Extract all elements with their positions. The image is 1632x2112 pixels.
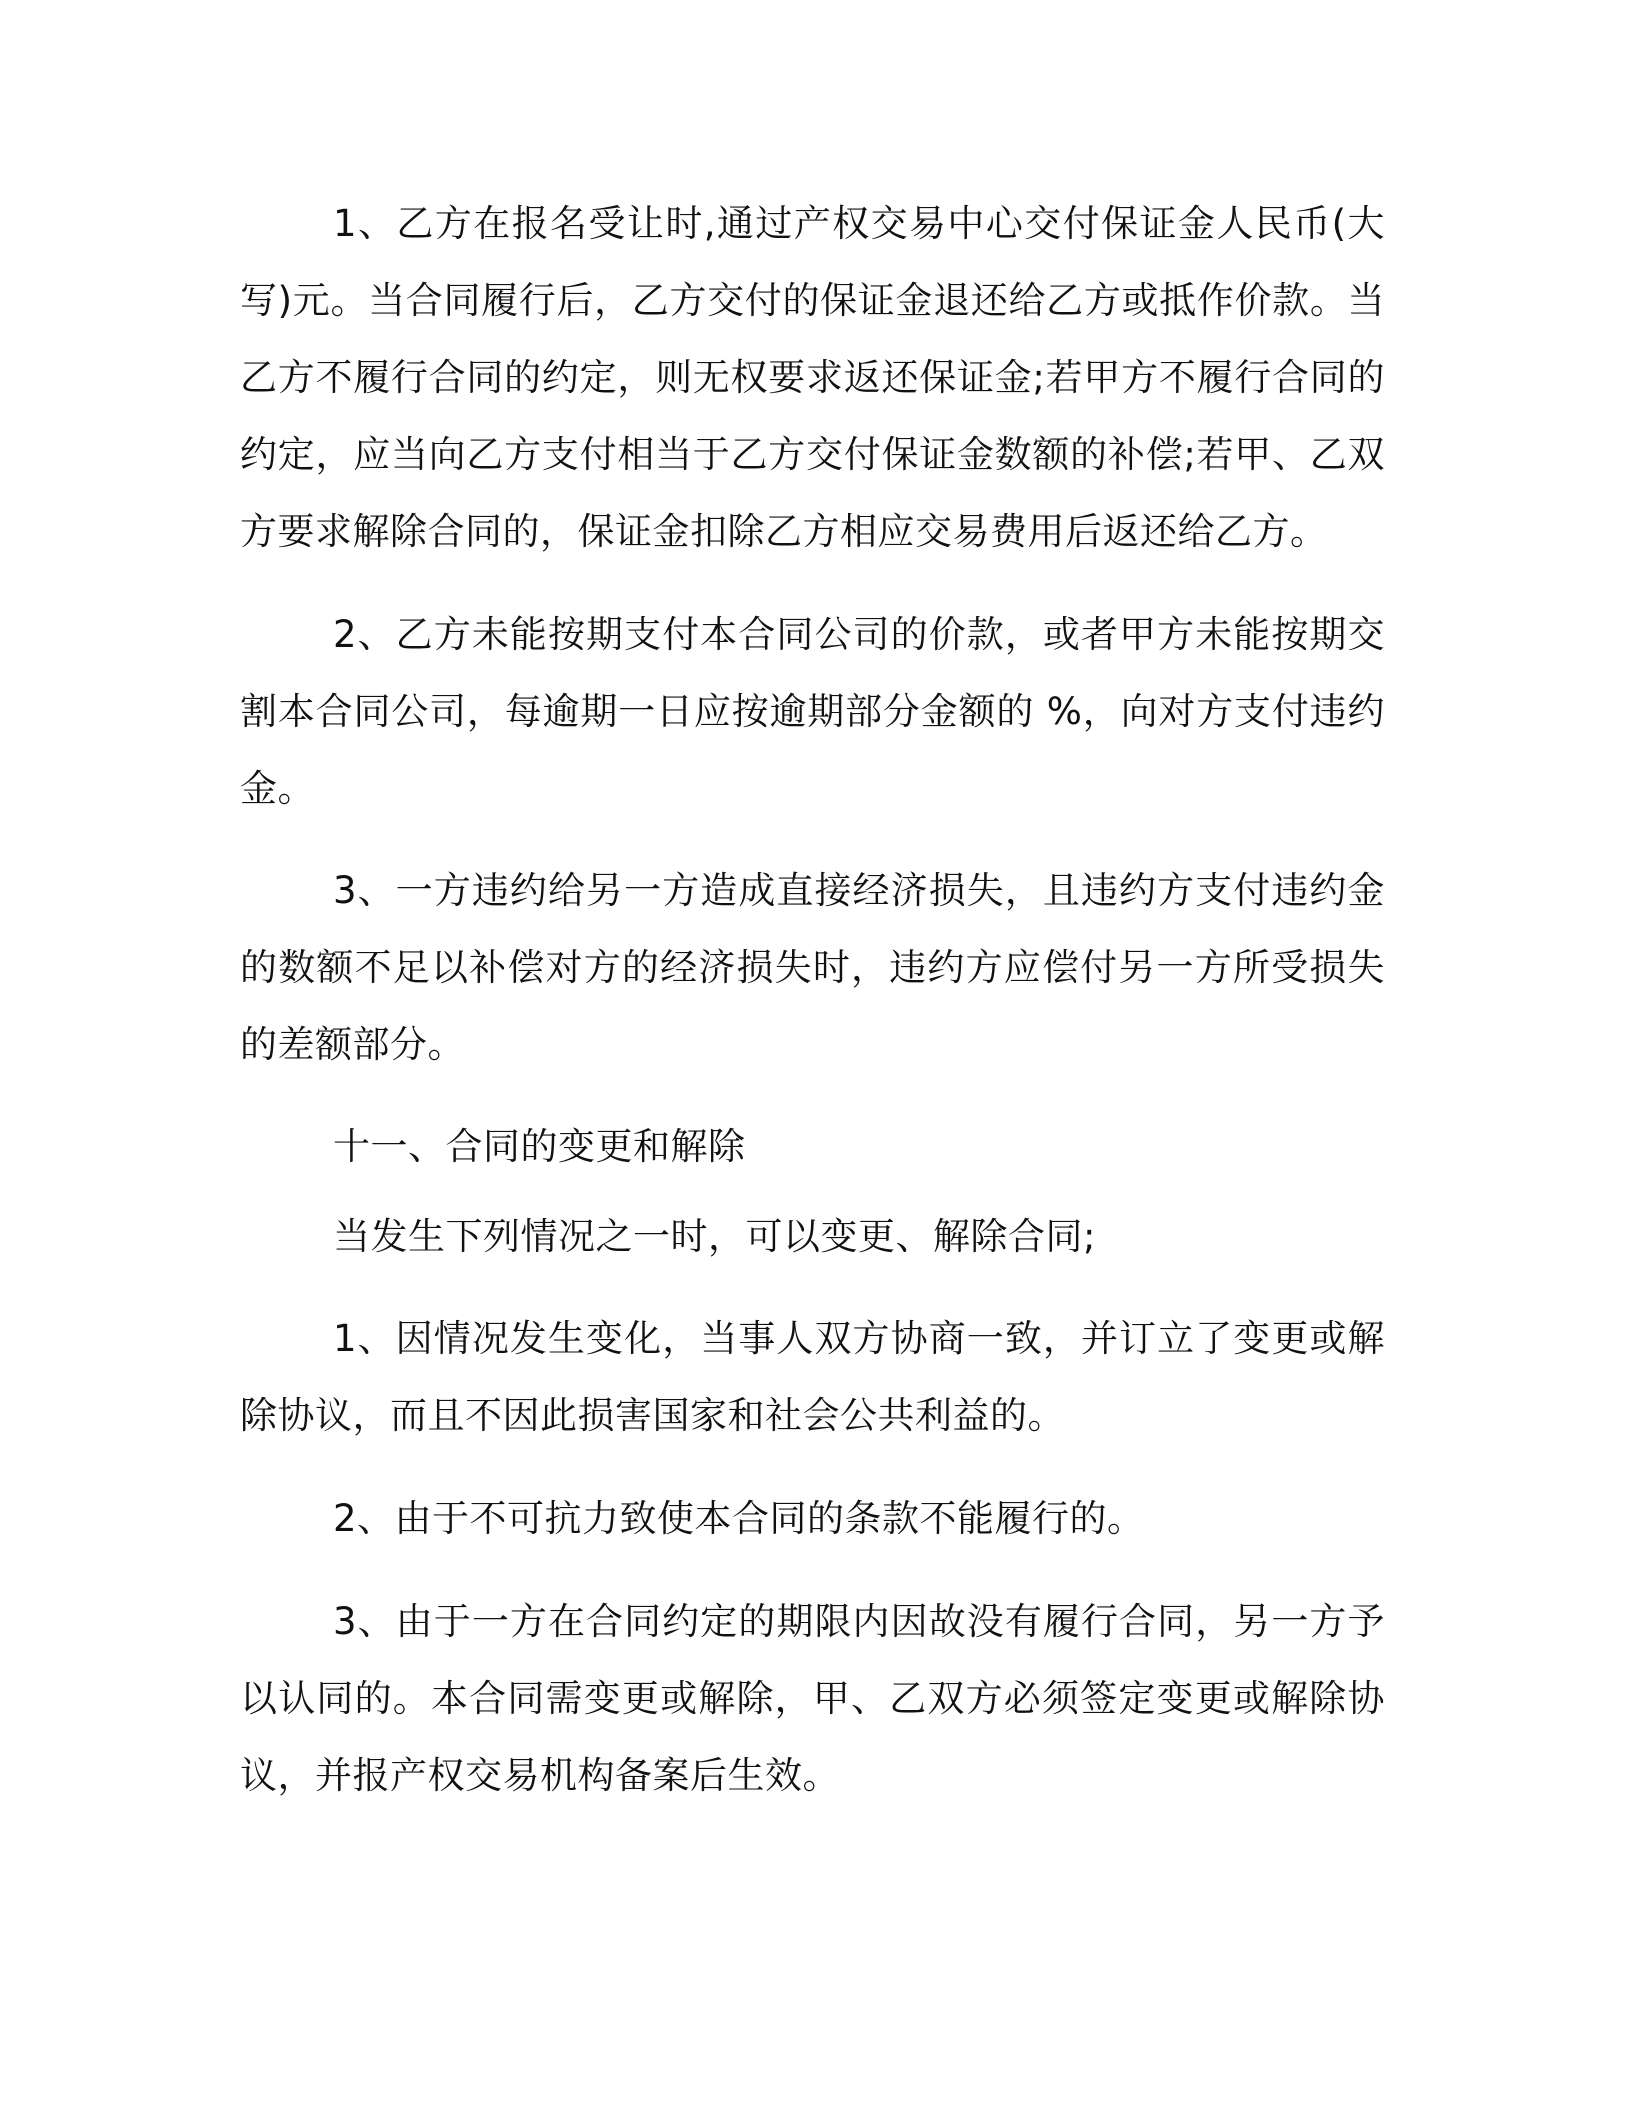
paragraph-damages-clause: 3、一方违约给另一方造成直接经济损失，且违约方支付违约金的数额不足以补偿对方的经济损失时，违约方应偿付另一方所受损失的差额部分。 [240, 869, 1385, 1066]
paragraph-condition-2: 2、由于不可抗力致使本合同的条款不能履行的。 [333, 1497, 1145, 1540]
paragraph-deposit-clause: 1、乙方在报名受让时,通过产权交易中心交付保证金人民币(大写)元。当合同履行后，乙方交付的保证金退还给乙方或抵作价款。当乙方不履行合同的约定，则无权要求返还保证金;若甲方不履行合同的约定，应当向乙方支付相当于乙方交付保证金数额的补偿;若甲、乙双方要求解除合同的，保证金扣除乙方相应交易费用后返还给乙方。 [240, 202, 1385, 553]
paragraph-condition-3: 3、由于一方在合同约定的期限内因故没有履行合同，另一方予以认同的。本合同需变更或解除，甲、乙双方必须签定变更或解除协议，并报产权交易机构备案后生效。 [240, 1600, 1385, 1797]
paragraph-conditions-intro: 当发生下列情况之一时，可以变更、解除合同; [333, 1215, 1096, 1258]
section-heading: 十一、合同的变更和解除 [333, 1125, 746, 1168]
paragraph-condition-1: 1、因情况发生变化，当事人双方协商一致，并订立了变更或解除协议，而且不因此损害国家和社会公共利益的。 [240, 1317, 1385, 1437]
paragraph-late-payment-clause: 2、乙方未能按期支付本合同公司的价款，或者甲方未能按期交割本合同公司，每逾期一日应按逾期部分金额的 %，向对方支付违约金。 [240, 613, 1385, 810]
